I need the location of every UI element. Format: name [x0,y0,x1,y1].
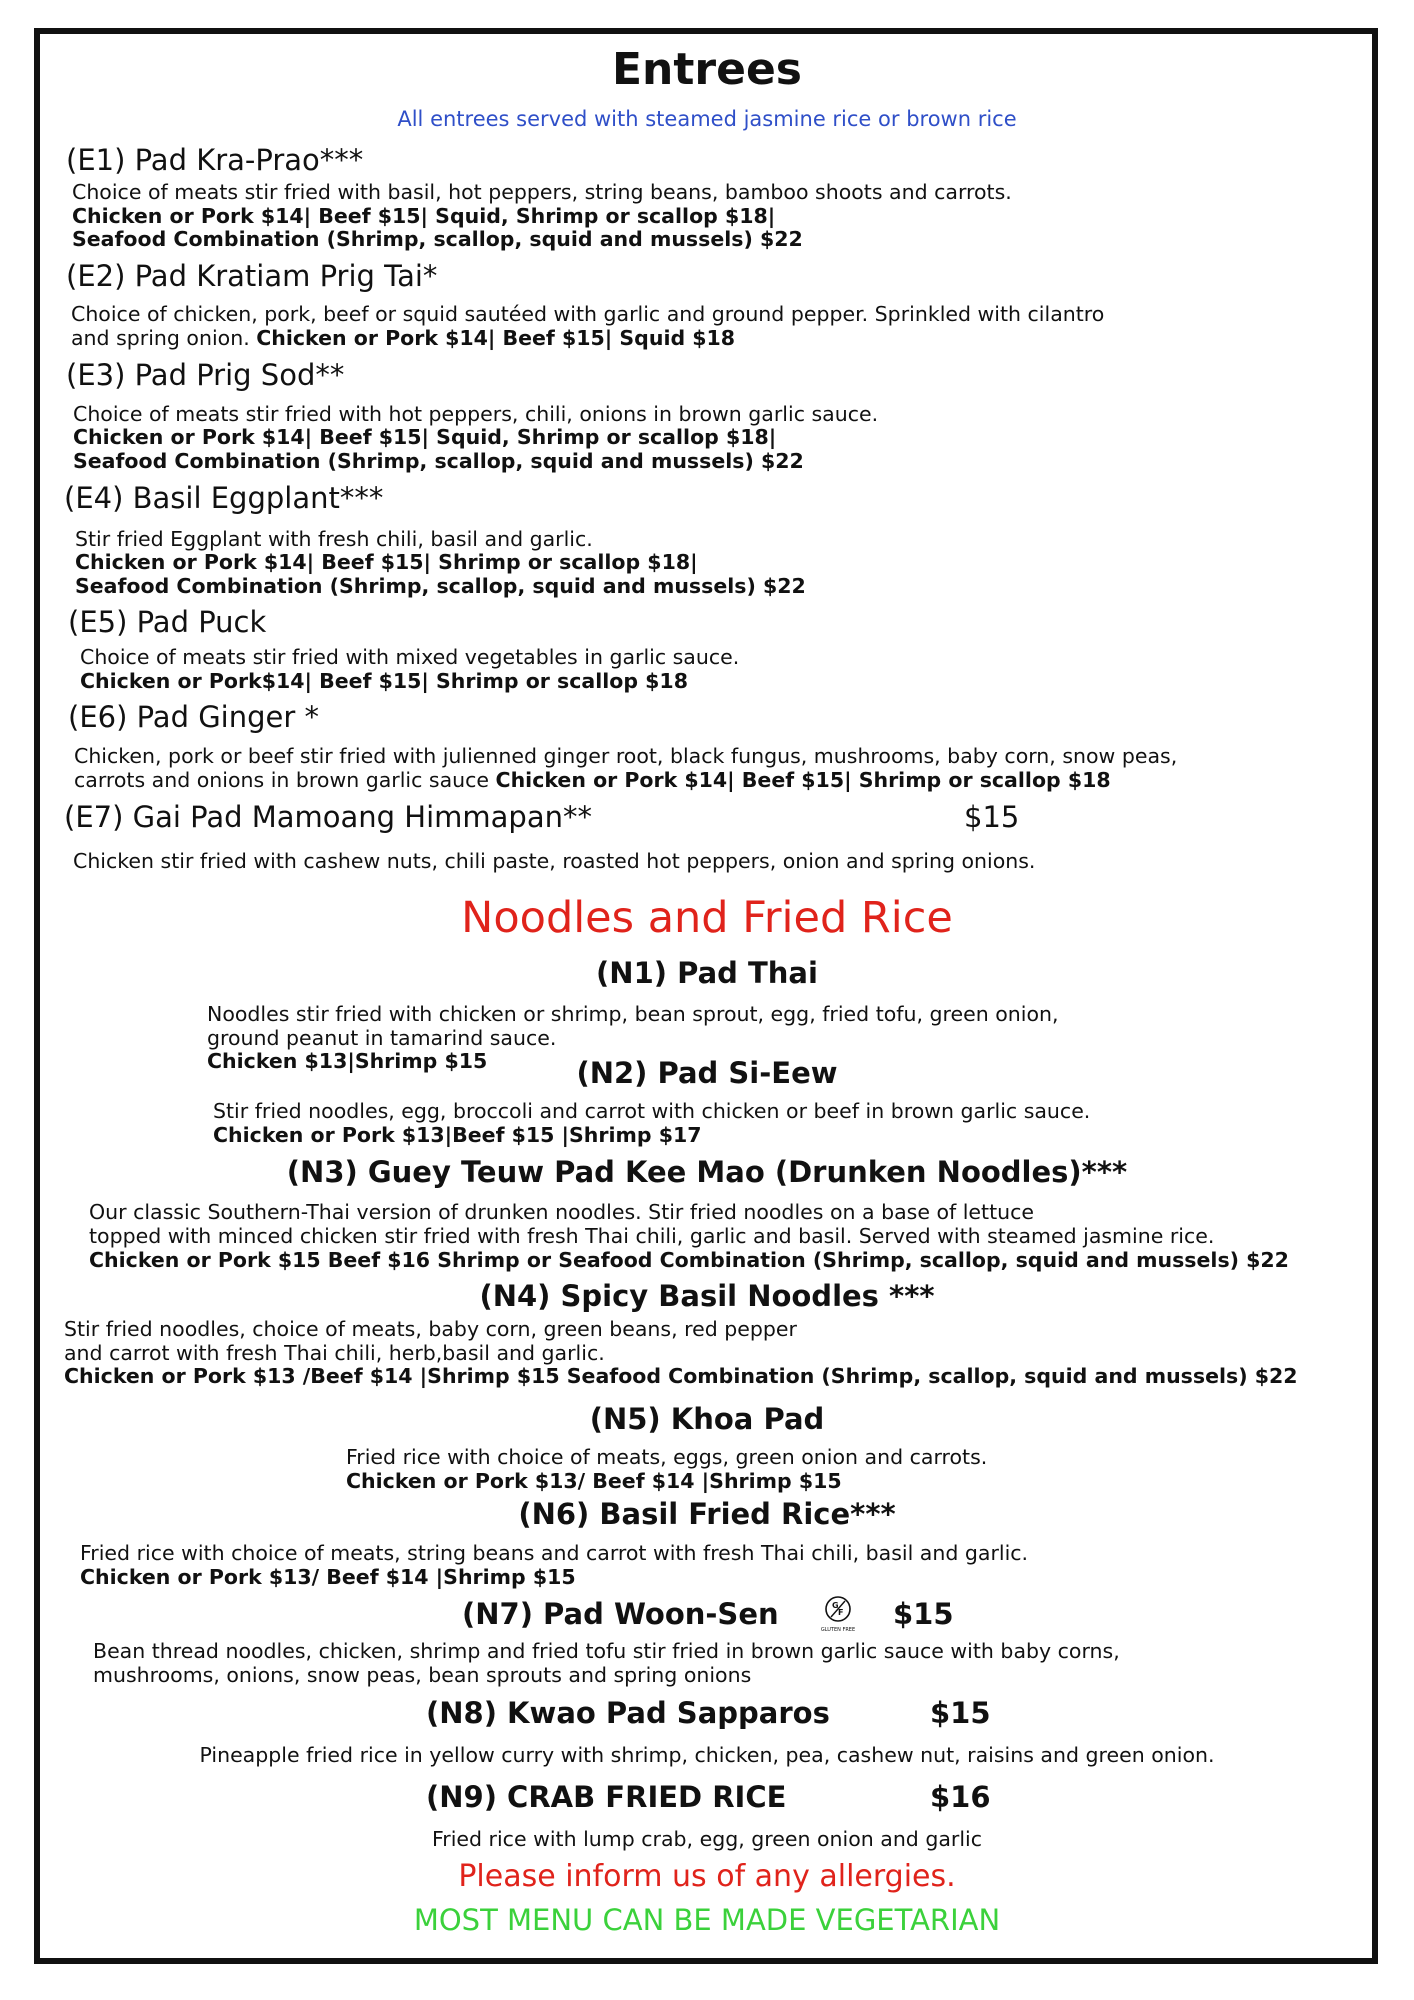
noodle-desc: Bean thread noodles, chicken, shrimp and fried tofu stir fried in brown garlic sauce with baby corns, [93,1639,1120,1663]
gluten-free-icon [818,1594,858,1634]
noodle-desc: Fried rice with choice of meats, eggs, green onion and carrots. [346,1445,988,1469]
entree-price: Seafood Combination (Shrimp, scallop, squid and mussels) $22 [75,574,806,598]
entree-desc-line [71,326,735,350]
entree-desc: Choice of meats stir fried with mixed vegetables in garlic sauce. [80,645,740,669]
svg-text:F: F [838,1608,844,1617]
noodles-heading: Noodles and Fried Rice [461,893,953,943]
noodle-price: $15 [893,1597,954,1631]
noodle-title: (N9) CRAB FRIED RICE [426,1780,787,1814]
noodle-desc: Stir fried noodles, egg, broccoli and carrot with chicken or beef in brown garlic sauce. [213,1099,1091,1123]
noodle-price: Chicken $13|Shrimp $15 [207,1049,488,1073]
entree-price: Seafood Combination (Shrimp, scallop, squid and mussels) $22 [72,227,803,251]
noodle-price: $15 [930,1696,991,1730]
entree-title: (E6) Pad Ginger * [68,700,320,734]
entree-desc: Choice of meats stir fried with hot peppers, chili, onions in brown garlic sauce. [73,402,879,426]
entree-desc: Stir fried Eggplant with fresh chili, basil and garlic. [75,527,593,551]
noodle-desc: Our classic Southern-Thai version of drunken noodles. Stir fried noodles on a base of lettuce [89,1200,1034,1224]
entrees-subtitle: All entrees served with steamed jasmine rice or brown rice [397,107,1017,131]
noodle-price: $16 [930,1780,991,1814]
entree-price: Chicken or Pork $14| Beef $15| Squid, Shrimp or scallop $18| [72,204,776,228]
entree-desc: Choice of meats stir fried with basil, hot peppers, string beans, bamboo shoots and carrots. [72,180,1012,204]
svg-text:G: G [832,1601,839,1610]
noodle-title: (N2) Pad Si-Eew [576,1056,838,1090]
entree-desc: and spring onion. [71,326,257,350]
noodle-price: Chicken or Pork $13|Beef $15 |Shrimp $17 [213,1123,702,1147]
noodle-desc: Fried rice with lump crab, egg, green onion and garlic [431,1827,983,1851]
noodle-title: (N1) Pad Thai [596,956,818,990]
noodle-title: (N5) Khoa Pad [589,1402,825,1436]
entree-price: Chicken or Pork $14| Beef $15| Shrimp or scallop $18| [75,550,698,574]
entree-price: Chicken or Pork $14| Beef $15| Shrimp or scallop $18 [495,768,1111,792]
entree-desc: Chicken, pork or beef stir fried with julienned ginger root, black fungus, mushrooms, baby corn, snow peas, [74,744,1178,768]
noodle-price: Chicken or Pork $13 /Beef $14 |Shrimp $15 Seafood Combination (Shrimp, scallop, squid and mussels) $22 [64,1364,1298,1388]
entree-price: Chicken or Pork $14| Beef $15| Squid, Shrimp or scallop $18| [73,425,777,449]
noodle-desc: and carrot with fresh Thai chili, herb,basil and garlic. [64,1341,605,1365]
entree-desc: Chicken stir fried with cashew nuts, chili paste, roasted hot peppers, onion and spring onions. [73,849,1036,873]
entree-desc: Choice of chicken, pork, beef or squid sautéed with garlic and ground pepper. Sprinkled with cilantro [71,302,1105,326]
entree-desc: carrots and onions in brown garlic sauce [74,768,496,792]
noodle-desc: mushrooms, onions, snow peas, bean sprouts and spring onions [93,1663,752,1687]
noodle-title: (N8) Kwao Pad Sapparos [426,1696,830,1730]
noodle-title: (N3) Guey Teuw Pad Kee Mao (Drunken Noodles)*** [286,1155,1128,1189]
noodle-desc: Noodles stir fried with chicken or shrimp, bean sprout, egg, fried tofu, green onion, [207,1002,1059,1026]
vegetarian-notice: MOST MENU CAN BE MADE VEGETARIAN [413,1903,1001,1937]
allergy-notice: Please inform us of any allergies. [458,1859,956,1894]
entree-title: (E2) Pad Kratiam Prig Tai* [66,259,438,293]
noodle-desc: topped with minced chicken stir fried with fresh Thai chili, garlic and basil. Served with steamed jasmine rice. [89,1224,1215,1248]
entree-title: (E5) Pad Puck [68,605,267,639]
entree-price: $15 [964,800,1020,834]
noodle-desc: Pineapple fried rice in yellow curry with shrimp, chicken, pea, cashew nut, raisins and green onion. [199,1743,1215,1767]
noodle-price: Chicken or Pork $13/ Beef $14 |Shrimp $15 [346,1469,842,1493]
noodle-desc: Stir fried noodles, choice of meats, baby corn, green beans, red pepper [64,1317,797,1341]
noodle-desc: ground peanut in tamarind sauce. [207,1026,557,1050]
entree-desc-line [74,768,1111,792]
entrees-heading: Entrees [612,44,802,95]
entree-title: (E1) Pad Kra-Prao*** [66,143,364,177]
entree-price: Chicken or Pork $14| Beef $15| Squid $18 [256,326,736,350]
entree-title: (E7) Gai Pad Mamoang Himmapan** [64,800,592,834]
noodle-title: (N4) Spicy Basil Noodles *** [479,1279,935,1313]
entree-title: (E4) Basil Eggplant*** [64,481,384,515]
noodle-price: Chicken or Pork $13/ Beef $14 |Shrimp $15 [80,1565,576,1589]
noodle-title: (N6) Basil Fried Rice*** [518,1497,896,1531]
noodle-desc: Fried rice with choice of meats, string beans and carrot with fresh Thai chili, basil and garlic. [80,1541,1029,1565]
entree-title: (E3) Pad Prig Sod** [66,358,345,392]
entree-price: Seafood Combination (Shrimp, scallop, squid and mussels) $22 [73,449,804,473]
noodle-price: Chicken or Pork $15 Beef $16 Shrimp or Seafood Combination (Shrimp, scallop, squid and mussels) $22 [89,1248,1289,1272]
svg-text:GLUTEN FREE: GLUTEN FREE [820,1627,856,1633]
entree-price: Chicken or Pork$14| Beef $15| Shrimp or scallop $18 [80,669,688,693]
noodle-title: (N7) Pad Woon-Sen [462,1597,779,1631]
